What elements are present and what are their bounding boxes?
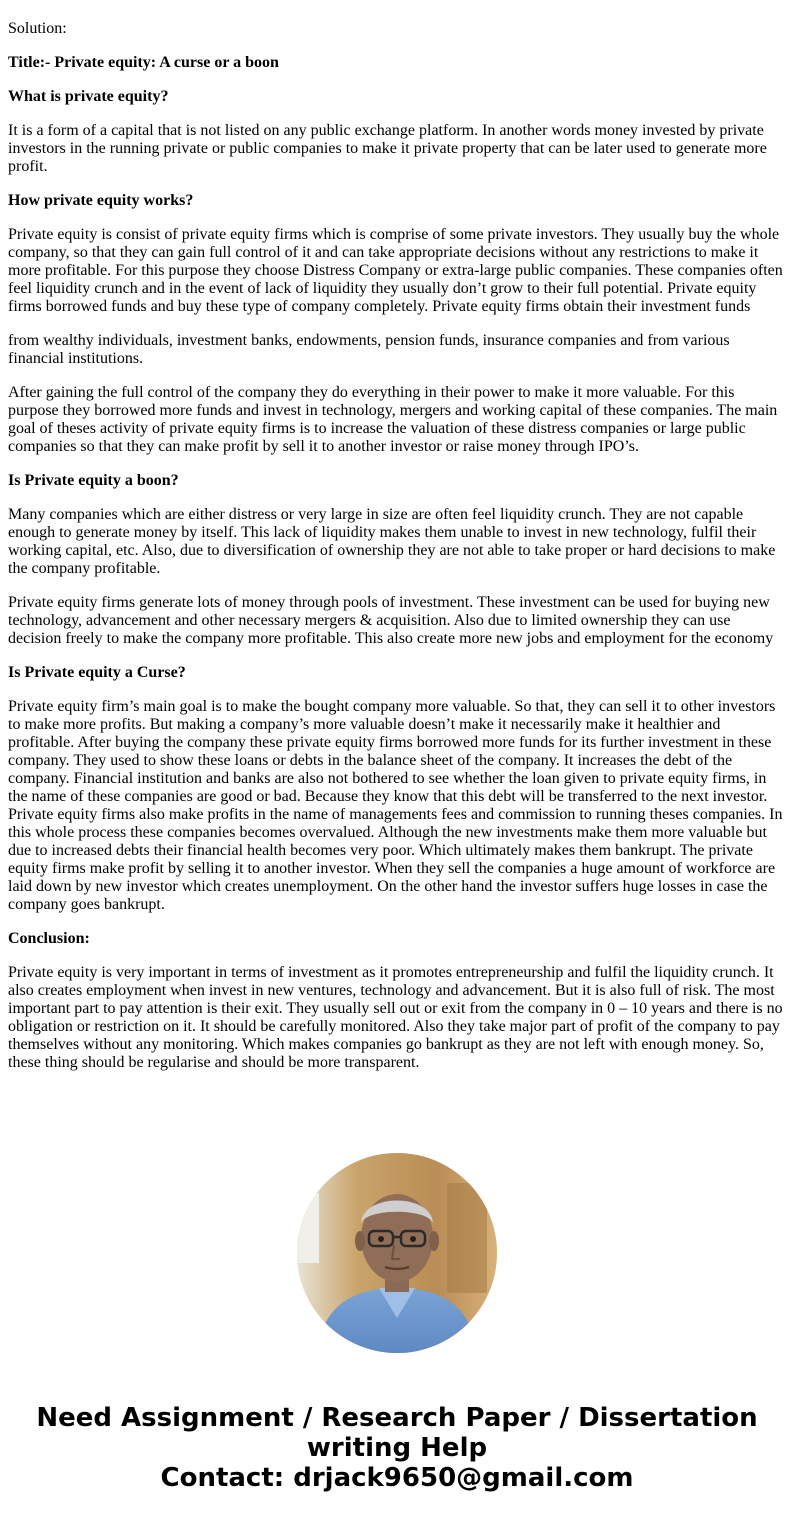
paragraph-boon-2: Private equity firms generate lots of money through pools of investment. These investment can be used for buying new technology, advancement and other necessary mergers & acquisition. Also due to limited ownership they can use decision freely to make the company more profitable. This also create more new jobs and employment for the economy [8, 594, 774, 647]
heading-boon: Is Private equity a boon? [8, 472, 179, 489]
paragraph-how-it-works-2: from wealthy individuals, investment banks, endowments, pension funds, insurance companies and from various financial institutions. [8, 332, 730, 367]
document-body [8, 20, 784, 1088]
avatar [297, 1153, 497, 1353]
paragraph-how-it-works-3: After gaining the full control of the company they do everything in their power to make it more valuable. For this purpose they borrowed more funds and invest in technology, mergers and working capital of these companies. The main goal of theses activity of private equity firms is to increase the valuation of these distress companies or large public companies so that they can make profit by sell it to another investor or raise money through IPO’s. [8, 384, 778, 455]
paragraph-conclusion: Private equity is very important in terms of investment as it promotes entrepreneurship and fulfil the liquidity crunch. It also creates employment when invest in new ventures, technology and advancement. But it is also full of risk. The most important part to pay attention is their exit. They usually sell out or exit from the company in 0 – 10 years and there is no obligation or restriction on it. It should be carefully monitored. Also they take major part of profit of the company to pay themselves without any monitoring. Which makes companies go bankrupt as they are not left with enough money. So, these thing should be regularise and should be more transparent. [8, 964, 783, 1071]
footer-contact [0, 1403, 794, 1493]
heading-what-is-private-equity: What is private equity? [8, 88, 169, 105]
footer-contact-email: Contact: drjack9650@gmail.com [160, 1463, 634, 1493]
document-title: Title:- Private equity: A curse or a boon [8, 54, 279, 71]
footer-line-1: Need Assignment / Research Paper / Dissertation [36, 1403, 758, 1433]
heading-how-it-works: How private equity works? [8, 192, 194, 209]
avatar-portrait-icon [297, 1153, 497, 1353]
paragraph-curse: Private equity firm’s main goal is to make the bought company more valuable. So that, they can sell it to other investors to make more profits. But making a company’s more valuable doesn’t make it necessarily make it healthier and profitable. After buying the company these private equity firms borrowed more funds for its further investment in these company. They used to show these loans or debts in the balance sheet of the company. It increases the debt of the company. Financial institution and banks are also not bothered to see whether the loan given to private equity firms, in the name of these companies are good or bad. Because they know that this debt will be transferred to the next investor. Private equity firms also make profits in the name of managements fees and commission to running theses companies. In this whole process these companies becomes overvalued. Although the new investments make them more valuable but due to increased debts their financial health becomes very poor. Which ultimately makes them bankrupt. The private equity firms make profit by selling it to another investor. When they sell the companies a huge amount of workforce are laid down by new investor which creates unemployment. On the other hand the investor suffers huge losses in case the company goes bankrupt. [8, 698, 783, 913]
solution-label: Solution: [8, 20, 67, 37]
footer-line-2: writing Help [306, 1433, 488, 1463]
paragraph-how-it-works-1: Private equity is consist of private equity firms which is comprise of some private investors. They usually buy the whole company, so that they can gain full control of it and can take appropriate decisions without any restrictions to make it more profitable. For this purpose they choose Distress Company or extra-large public companies. These companies often feel liquidity crunch and in the event of lack of liquidity they usually don’t grow to their full potential. Private equity firms borrowed funds and buy these type of company completely. Private equity firms obtain their investment funds [8, 226, 783, 315]
heading-conclusion: Conclusion: [8, 930, 90, 947]
paragraph-boon-1: Many companies which are either distress or very large in size are often feel liquidity crunch. They are not capable enough to generate money by itself. This lack of liquidity makes them unable to invest in new technology, fulfil their working capital, etc. Also, due to diversification of ownership they are not able to take proper or hard decisions to make the company profitable. [8, 506, 776, 577]
heading-curse: Is Private equity a Curse? [8, 664, 186, 681]
paragraph-definition: It is a form of a capital that is not listed on any public exchange platform. In another words money invested by private investors in the running private or public companies to make it private property that can be later used to generate more profit. [8, 122, 767, 175]
